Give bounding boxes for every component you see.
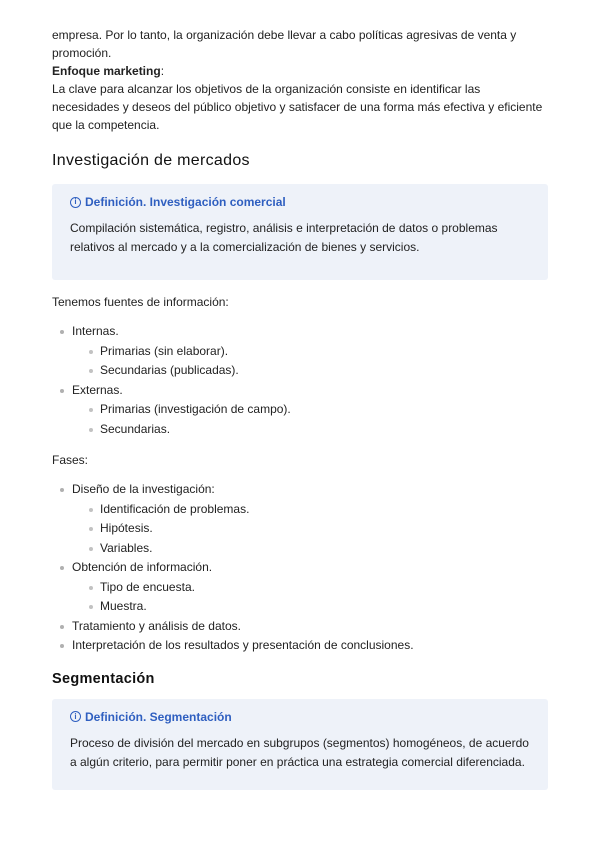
sub-list: [72, 500, 548, 559]
marketing-text: La clave para alcanzar los objetivos de la organización consiste en identificar las necesidades y deseos del público objetivo y satisfacer de una forma más efectiva y eficiente que la competencia.: [52, 82, 543, 132]
list-item-label: Tratamiento y análisis de datos.: [72, 618, 241, 633]
callout-body: Compilación sistemática, registro, análisis e interpretación de datos o problemas relativos al mercado y a la comercialización de bienes y servicios.: [70, 221, 498, 254]
marketing-colon: :: [160, 64, 165, 78]
phases-intro: Fases:: [52, 453, 89, 467]
sub-list-item: Secundarias (publicadas).: [100, 361, 548, 381]
sub-list-item: Muestra.: [100, 597, 548, 617]
sub-list: [72, 578, 548, 617]
callout-title: Definición. Segmentación: [85, 709, 232, 724]
callout-title-row: [70, 193, 530, 211]
sub-list-item: Primarias (investigación de campo).: [100, 400, 548, 420]
info-icon: i: [70, 711, 81, 722]
definition-callout-investigacion: [52, 184, 548, 280]
sources-list: [52, 322, 548, 439]
sub-list-item: Tipo de encuesta.: [100, 578, 548, 598]
document-page: [52, 26, 548, 790]
list-item-label: Internas.: [72, 324, 119, 338]
list-item: [52, 636, 548, 656]
list-item-label: Interpretación de los resultados y presentación de conclusiones.: [72, 638, 414, 652]
sub-list-item: Primarias (sin elaborar).: [100, 342, 548, 362]
callout-title-row: [70, 708, 530, 726]
list-item: [52, 322, 548, 381]
list-item-label: Diseño de la investigación:: [72, 482, 215, 496]
callout-title: Definición. Investigación comercial: [85, 195, 286, 209]
marketing-heading-line: [52, 62, 548, 80]
sources-intro: Tenemos fuentes de información:: [52, 295, 229, 309]
sub-list: [72, 342, 548, 381]
list-item-label: Externas.: [72, 382, 123, 397]
sub-list: [72, 400, 548, 439]
sub-list-item: Hipótesis.: [100, 519, 548, 539]
definition-callout-segmentacion: [52, 699, 548, 790]
callout-body: Proceso de división del mercado en subgrupos (segmentos) homogéneos, de acuerdo a algún criterio, para permitir poner en práctica una estrategia comercial diferenciada.: [70, 735, 529, 769]
intro-continuation: empresa. Por lo tanto, la organización debe llevar a cabo políticas agresivas de venta y promoción.: [52, 28, 517, 60]
sub-list-item: Secundarias.: [100, 420, 548, 440]
list-item: [52, 480, 548, 558]
list-item: [52, 617, 548, 637]
section-title-investigacion: Investigación de mercados: [52, 152, 250, 169]
marketing-heading: Enfoque marketing: [52, 64, 161, 78]
section-title-segmentacion: Segmentación: [52, 670, 155, 687]
list-item: [52, 381, 548, 440]
sub-list-item: Variables.: [100, 539, 548, 559]
sub-list-item: Identificación de problemas.: [100, 500, 548, 520]
info-icon: i: [70, 197, 81, 208]
list-item-label: Obtención de información.: [72, 560, 213, 574]
phases-list: [52, 480, 548, 656]
list-item: [52, 558, 548, 617]
